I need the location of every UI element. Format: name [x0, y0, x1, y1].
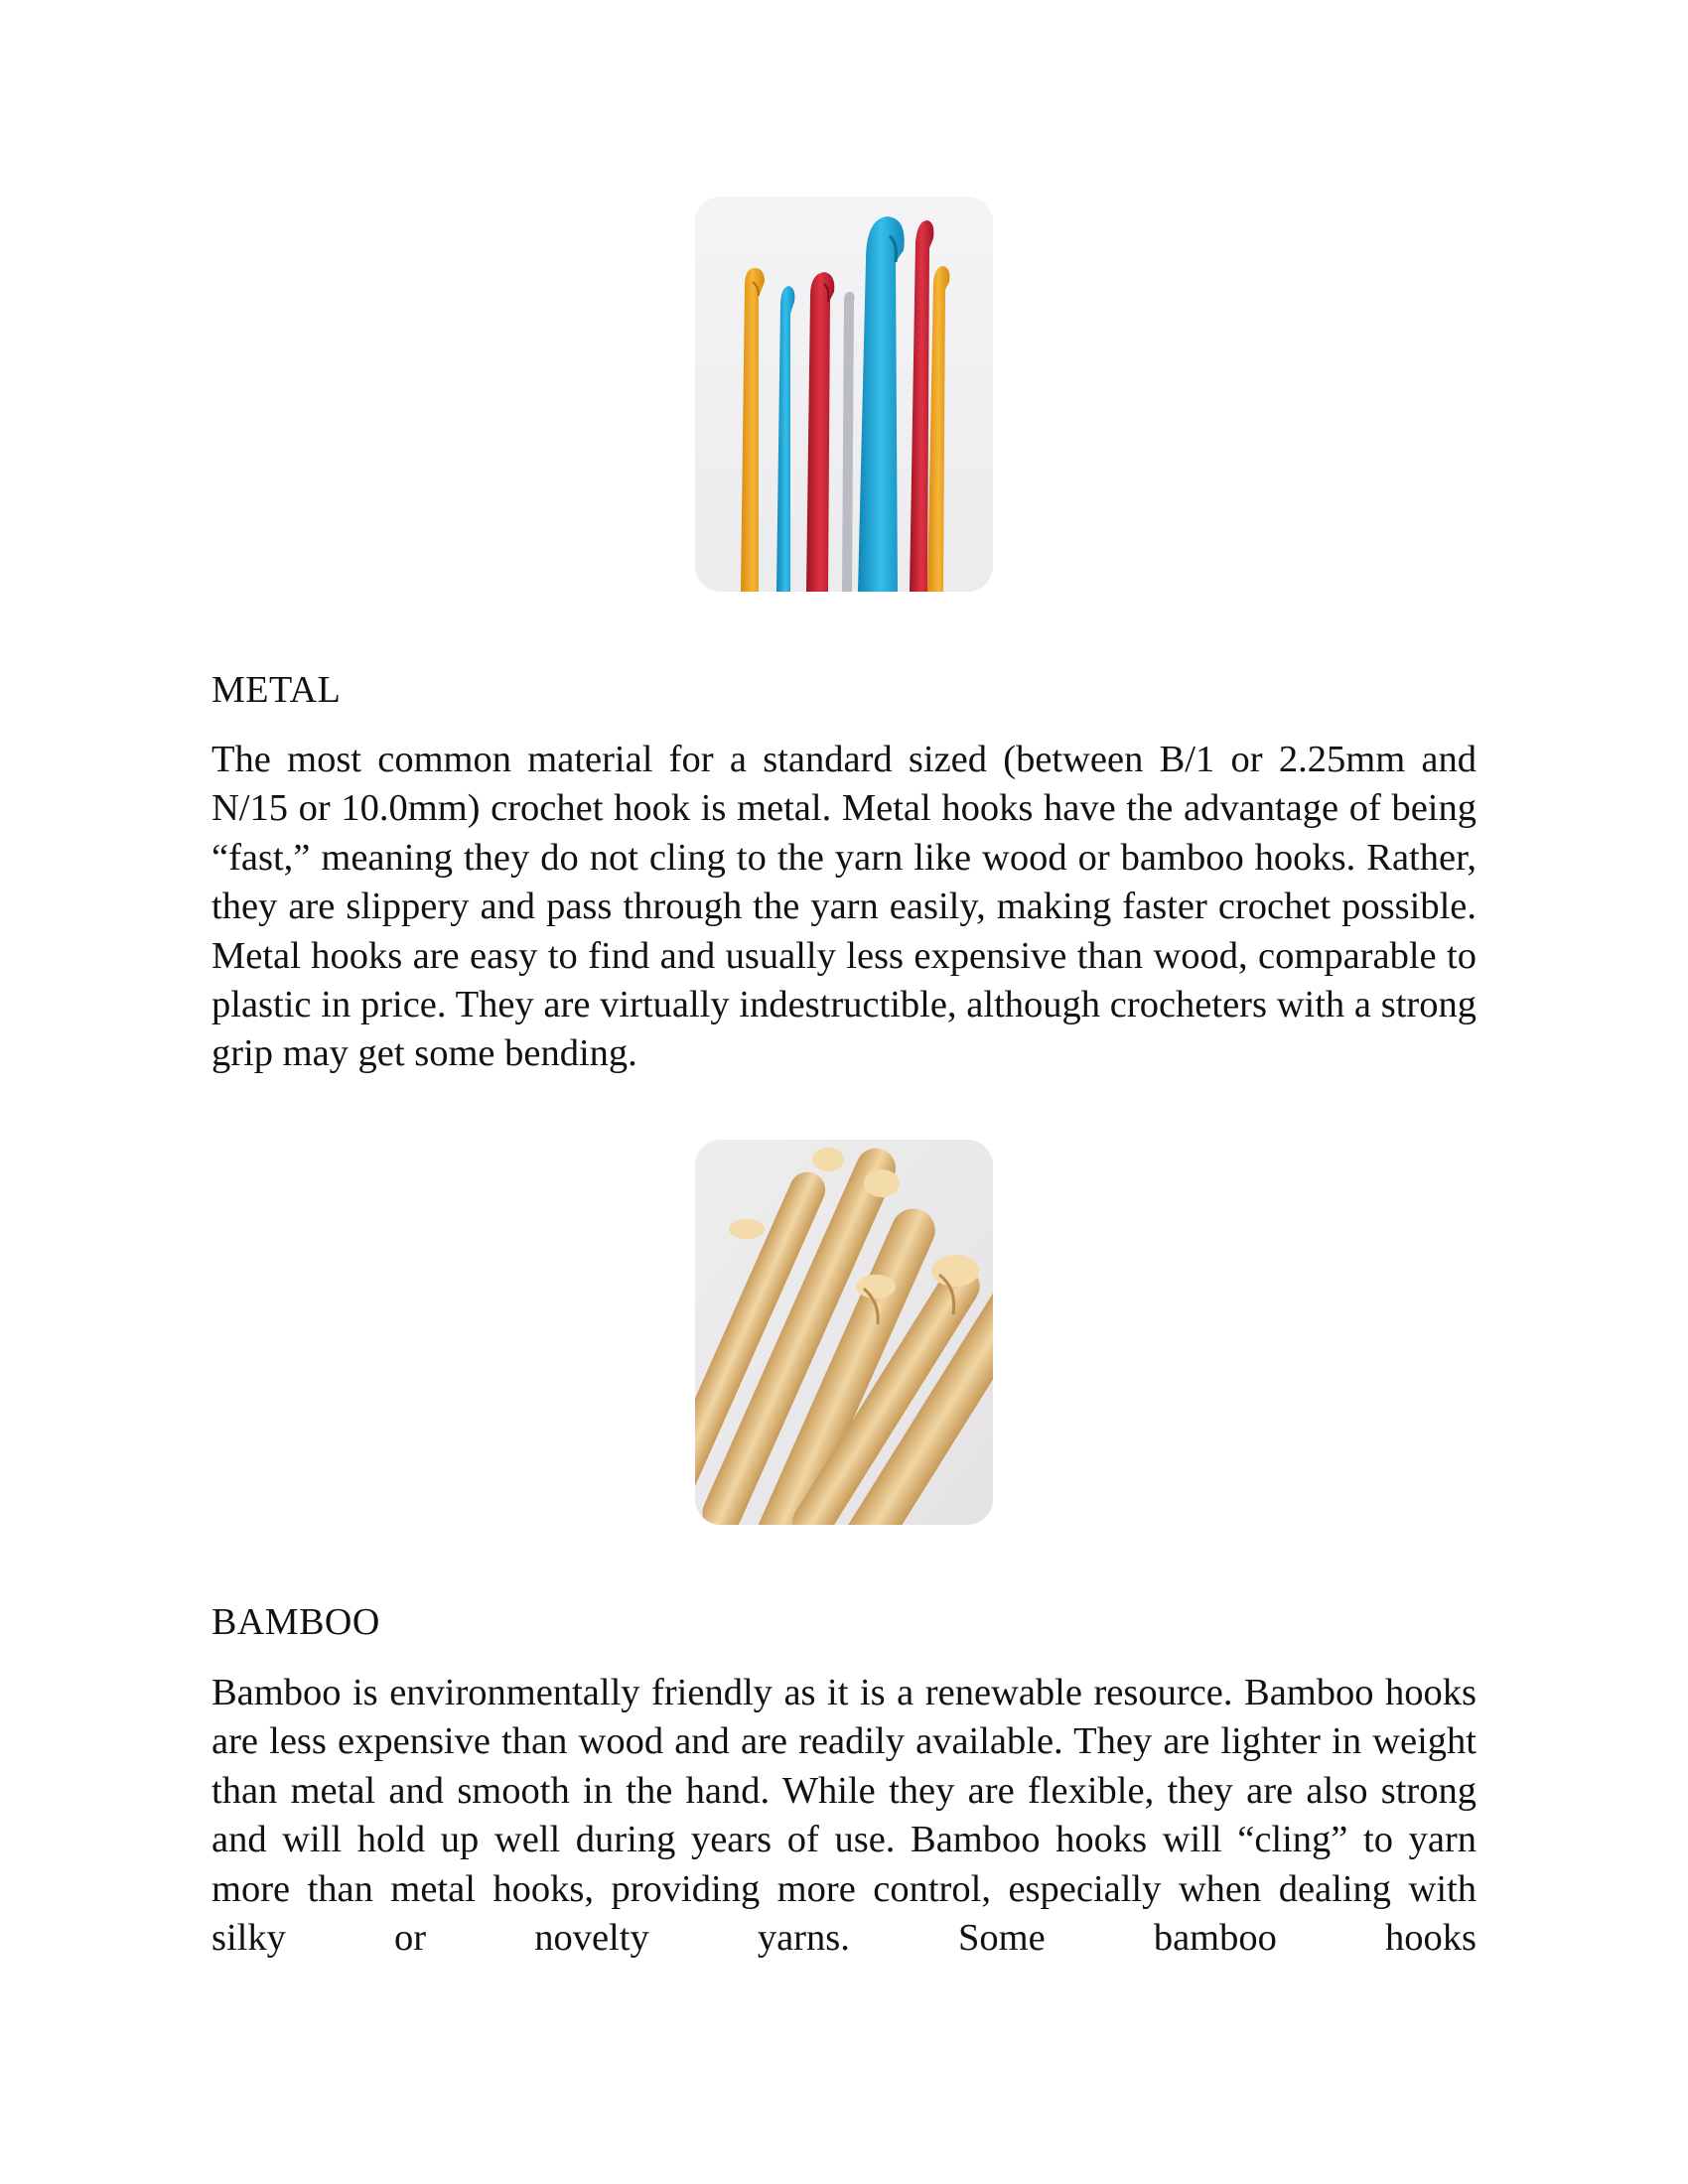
section-body-bamboo: Bamboo is environmentally friendly as it is a renewable resource. Bamboo hooks are less expensive than wood and are readily available. They are lighter in weight than metal and smooth in the hand. While they are flexible, they are also strong and will hold up well during years of use. Bamboo hooks will “cling” to yarn more than metal hooks, providing more control, especially when dealing with silky or novelty yarns. Some bamboo hooks — [211, 1672, 1477, 1960]
section-body-metal: The most common material for a standard sized (between B/1 or 2.25mm and N/15 or 10.0mm) crochet hook is metal. Metal hooks have the advantage of being “fast,” meaning they do not cling to the yarn like wood or bamboo hooks. Rather, they are slippery and pass through the yarn easily, making faster crochet possible. Metal hooks are easy to find and usually less expensive than wood, comparable to plastic in price. They are virtually indestructible, although crocheters with a strong grip may get some bending. — [211, 739, 1477, 1075]
section-heading-metal: METAL — [211, 669, 342, 711]
bamboo-crochet-hooks-photo-icon — [695, 1140, 993, 1525]
bamboo-hooks-image — [695, 1140, 993, 1525]
section-heading-bamboo: BAMBOO — [211, 1601, 380, 1643]
metal-hooks-image — [695, 197, 993, 592]
metal-crochet-hooks-photo-icon — [695, 197, 993, 592]
